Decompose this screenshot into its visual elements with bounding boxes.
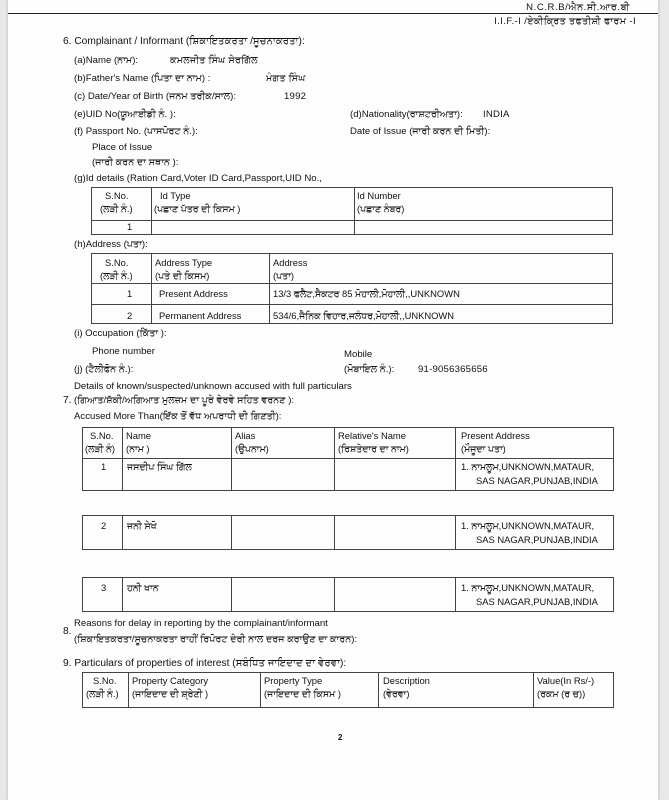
id-table-header-number: Id Number [357,190,401,201]
place-issue-sub: (ਜਾਰੀ ਕਰਨ ਦਾ ਸਥਾਨ ): [92,157,179,168]
accused-header-name: Name [126,430,152,441]
property-header-sno: S.No. [93,675,117,686]
passport-label: (f) Passport No. (ਪਾਸਪੋਰਟ ਨੰ.): [74,126,198,137]
addr-table-header-type-sub: (ਪਤੇ ਦੀ ਕਿਸਮ) [155,270,210,281]
accused-row-3-address-line1: 1. ਨਾਮਲੂਮ,UNKNOWN,MATAUR, [461,582,595,593]
id-details-label: (g)Id details (Ration Card,Voter ID Card,Passport,UID No., [74,173,322,184]
section-8-title-pa: (ਸ਼ਿਕਾਇਤਕਰਤਾ/ਸੂਚਨਾਕਰਤਾ ਰਾਹੀਂ ਰਿਪੋਰਟ ਦੇਰੀ ਨਾਲ ਦਰਜ ਕਰਾਉਣ ਦਾ ਕਾਰਨ): [74,634,358,645]
accused-row-2 [82,515,614,550]
accused-row-3-name: ਹਨੀ ਖਾਨ [127,582,159,593]
dob-value: 1992 [284,91,307,102]
section-8-number: 8. [63,626,72,637]
page-number: 2 [338,733,343,742]
phone-label: Phone number [92,346,155,357]
section-9-title: 9. Particulars of properties of interest (ਸਬੰਧਿਤ ਜਾਇਦਾਦ ਦਾ ਵੇਰਵਾ): [63,658,347,669]
accused-header-sno-sub: (ਲੜੀ ਨੰ) [85,443,115,454]
id-table-header-sno-sub: (ਲੜੀ ਨੰ.) [100,203,133,214]
property-header-category: Property Category [132,675,209,686]
accused-header-address-sub: (ਮੌਜੂਦਾ ਪਤਾ) [461,443,506,454]
addr-row-1-type: Present Address [159,288,228,299]
property-header-sno-sub: (ਲੜੀ ਨੰ.) [86,688,119,699]
father-name-value: ਮੰਗਤ ਸਿੰਘ [266,73,306,84]
accused-header-address: Present Address [461,430,530,441]
occupation-label: (i) Occupation (ਕਿੱਤਾ ): [74,328,167,339]
addr-row-1-address: 13/3 ਫਲੈਟ,ਸੈਕਟਰ 85 ਮੋਹਾਲੀ,ਮੋਹਾਲੀ,,UNKNOWN [273,288,460,299]
accused-row-2-sno: 2 [101,520,107,531]
property-header-category-sub: (ਜਾਇਦਾਦ ਦੀ ਸ਼੍ਰੇਣੀ ) [132,688,209,699]
id-table-header-number-sub: (ਪਛਾਣ ਨੰਬਰ) [357,203,405,214]
id-table-header-sno: S.No. [105,190,129,201]
accused-row-2-name: ਜਨੀ ਸੇਖੋ [127,520,157,531]
mobile-sub: (ਮੋਬਾਇਲ ਨੰ.): [344,364,395,375]
property-header-type-sub: (ਜਾਇਦਾਦ ਦੀ ਕਿਸਮ ) [264,688,341,699]
issue-date-label: Date of Issue (ਜਾਰੀ ਕਰਨ ਦੀ ਮਿਤੀ): [350,126,491,137]
id-table-header-type: Id Type [160,190,191,201]
property-header-value-sub: (ਰਕਮ (ਰ ਚ)) [537,688,586,699]
uid-label: (e)UID No(ਯੂਆਈਡੀ ਨੰ. ): [74,109,176,120]
accused-header-relative-sub: (ਰਿਸ਼ਤੇਦਾਰ ਦਾ ਨਾਮ) [338,443,409,454]
accused-header-sno: S.No. [90,430,114,441]
header-form-title: I.I.F.-I /ਏਕੀਕ੍ਰਿਤ ਤਫਤੀਸ਼ੀ ਫਾਰਮ -I [494,16,636,27]
property-table [82,672,614,708]
address-label: (h)Address (ਪਤਾ): [74,239,148,250]
addr-table-header-sno-sub: (ਲੜੀ ਨੰ.) [100,270,133,281]
name-label: (a)Name (ਨਾਮ): [74,55,139,66]
addr-table-header-sno: S.No. [105,257,129,268]
document-page [8,0,658,800]
accused-row-3 [82,577,614,612]
property-header-value: Value(In Rs/-) [537,675,595,686]
accused-header-alias-sub: (ਉਪਨਾਮ) [235,443,269,454]
phone-sub: (j) (ਟੈਲੀਫੋਨ ਨੰ.): [74,364,134,375]
accused-row-2-address-line1: 1. ਨਾਮਲੂਮ,UNKNOWN,MATAUR, [461,520,595,531]
header-ncrb: N.C.R.B/ਐਨ.ਸੀ.ਆਰ.ਬੀ [526,2,630,13]
father-name-label: (b)Father's Name (ਪਿਤਾ ਦਾ ਨਾਮ) : [74,73,211,84]
id-table-row-sno: 1 [127,221,133,232]
section-7-number: 7. [63,395,72,406]
id-table-header-type-sub: (ਪਛਾਣ ਪੱਤਰ ਦੀ ਕਿਸਮ ) [154,203,241,214]
accused-row-2-address-line2: SAS NAGAR,PUNJAB,INDIA [476,534,598,545]
addr-table-header-type: Address Type [155,257,213,268]
header-rule [8,13,658,14]
nationality-value: INDIA [483,109,510,120]
dob-label: (c) Date/Year of Birth (ਜਨਮ ਤਰੀਕ/ਸਾਲ): [74,91,236,102]
accused-header-name-sub: (ਨਾਮ ) [126,443,150,454]
accused-header-relative: Relative's Name [338,430,406,441]
addr-row-2-address: 534/6,ਜੈਨਿਕ ਵਿਹਾਰ,ਜਲੰਧਰ,ਮੋਹਾਲੀ,,UNKNOWN [273,310,455,321]
accused-row-1-sno: 1 [101,461,107,472]
section-8-title-en: Reasons for delay in reporting by the complainant/informant [74,618,328,629]
addr-table-header-address: Address [273,257,308,268]
accused-row-3-sno: 3 [101,582,107,593]
property-header-type: Property Type [264,675,323,686]
section-6-title: 6. Complainant / Informant (ਸ਼ਿਕਾਇਤਕਰਤਾ /ਸੂਚਨਾਕਰਤਾ): [63,36,305,47]
name-value: ਕਮਲਜੀਤ ਸਿੰਘ ਸੇਰਗਿੱਲ [170,55,258,66]
accused-more-than-label: Accused More Than(ਇੱਕ ਤੋਂ ਵੱਧ ਅਪਰਾਧੀ ਦੀ ਗਿਣਤੀ): [74,411,282,422]
accused-row-1-address-line1: 1. ਨਾਮਲੂਮ,UNKNOWN,MATAUR, [461,461,595,472]
mobile-label: Mobile [344,349,373,360]
addr-row-2-type: Permanent Address [159,310,242,321]
section-7-title-en: Details of known/suspected/unknown accused with full particulars [74,381,352,392]
accused-header-alias: Alias [235,430,256,441]
property-header-description-sub: (ਵੇਰਵਾ) [383,688,410,699]
property-header-description: Description [383,675,430,686]
nationality-label: (d)Nationality(ਰਾਸ਼ਟਰੀਅਤਾ): [350,109,463,120]
addr-table-header-address-sub: (ਪਤਾ) [273,270,294,281]
section-7-title-pa: (ਗਿਆਤ/ਸ਼ੱਕੀ/ਅਗਿਆਤ ਮੁਲਜ਼ਮ ਦਾ ਪੂਰੇ ਵੇਰਵੇ ਸਹਿਤ ਵਰਨਣ ): [74,395,295,406]
accused-row-1-address-line2: SAS NAGAR,PUNJAB,INDIA [476,475,598,486]
accused-row-1-name: ਜਸਦੀਪ ਸਿੰਘ ਗਿੱਲ [127,461,192,472]
addr-row-2-sno: 2 [127,310,133,321]
place-issue-label: Place of Issue [92,142,153,153]
accused-table [82,427,614,491]
id-table [91,187,613,235]
mobile-value: 91-9056365656 [418,364,488,375]
addr-row-1-sno: 1 [127,288,133,299]
accused-row-3-address-line2: SAS NAGAR,PUNJAB,INDIA [476,596,598,607]
address-table [91,253,613,324]
